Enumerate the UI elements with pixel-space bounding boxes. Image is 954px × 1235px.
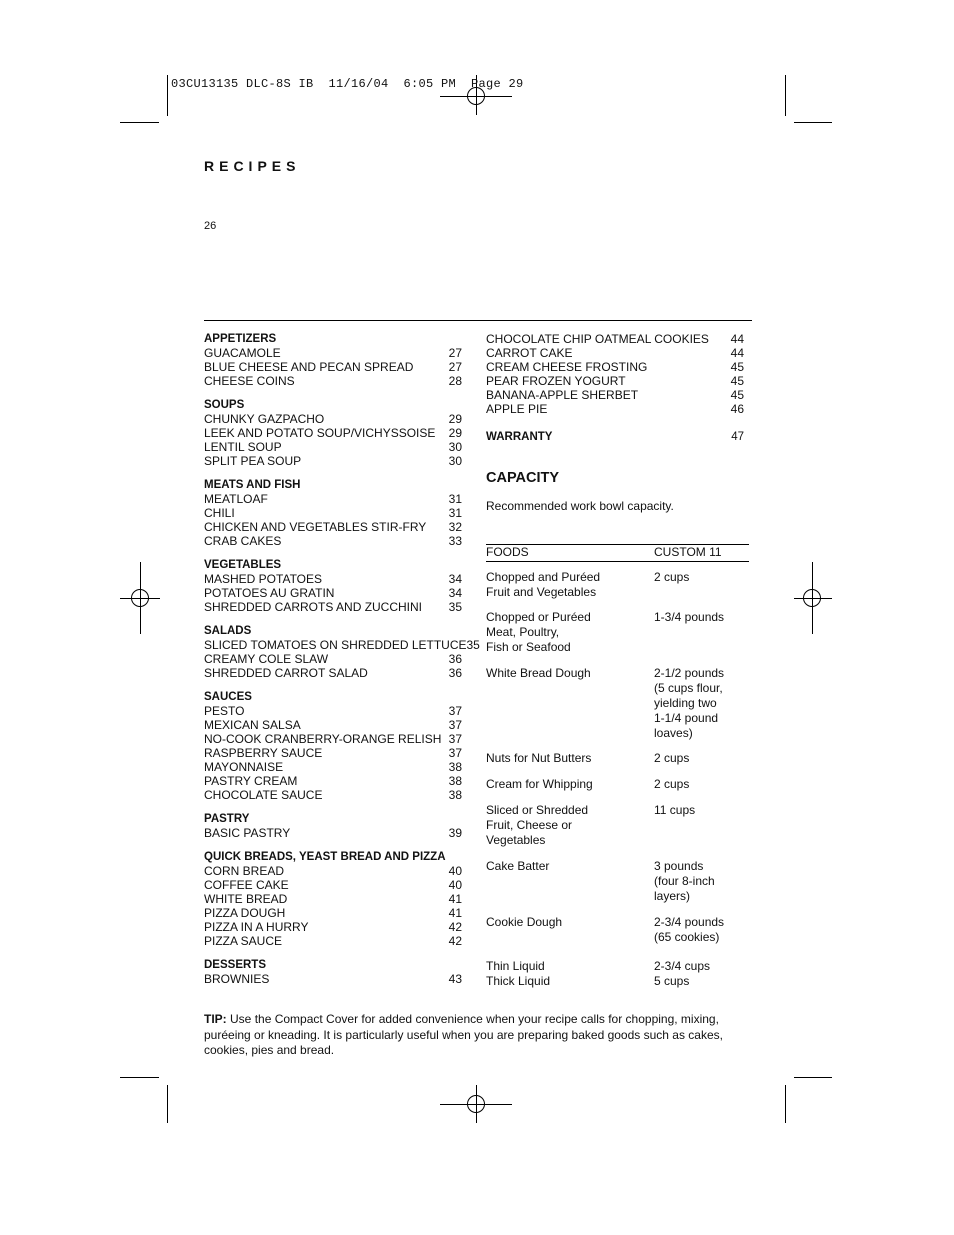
crop-mark: [794, 1077, 832, 1078]
capacity-subtitle: Recommended work bowl capacity.: [486, 499, 674, 513]
capacity-amount: [654, 777, 749, 792]
section-gap: [204, 680, 462, 690]
capacity-amount: [654, 915, 749, 945]
recipe-entry: [204, 892, 462, 906]
recipe-name: CRAB CAKES: [204, 534, 282, 548]
recipe-page: 42: [448, 920, 462, 934]
recipe-name: COFFEE CAKE: [204, 878, 289, 892]
amount-line: 2-3/4 pounds: [654, 915, 725, 929]
recipe-name: RASPBERRY SAUCE: [204, 746, 323, 760]
capacity-amount: [654, 803, 749, 848]
amount-line: 2 cups: [654, 570, 690, 584]
warranty-label: WARRANTY: [486, 431, 553, 443]
recipe-name: BLUE CHEESE AND PECAN SPREAD: [204, 360, 414, 374]
print-slug: 03CU13135 DLC-8S IB 11/16/04 6:05 PM Page 29: [171, 77, 524, 91]
section-title: RECIPES: [204, 158, 301, 174]
capacity-row: [486, 859, 749, 904]
recipe-page: 40: [448, 864, 462, 878]
recipe-name: WHITE BREAD: [204, 892, 288, 906]
recipe-entry: [204, 746, 462, 760]
capacity-row: [486, 959, 749, 989]
recipe-page: 28: [448, 374, 462, 388]
recipe-entry: [204, 864, 462, 878]
amount-line: 3 pounds: [654, 859, 704, 873]
recipe-name: CHICKEN AND VEGETABLES STIR-FRY: [204, 520, 427, 534]
recipe-name: BROWNIES: [204, 972, 270, 986]
recipe-name: BANANA-APPLE SHERBET: [486, 388, 639, 402]
capacity-food: [486, 915, 654, 945]
recipe-page: 34: [448, 586, 462, 600]
recipe-name: BASIC PASTRY: [204, 826, 291, 840]
category-heading: VEGETABLES: [204, 559, 282, 571]
recipe-name: MAYONNAISE: [204, 760, 284, 774]
recipe-name: GUACAMOLE: [204, 346, 281, 360]
recipe-index-right: [486, 332, 744, 444]
amount-line: loaves): [654, 726, 693, 740]
recipe-page: 38: [448, 788, 462, 802]
capacity-food: [486, 959, 654, 989]
recipe-entry: [204, 534, 462, 548]
recipe-name: PIZZA DOUGH: [204, 906, 286, 920]
recipe-entry: [204, 788, 462, 802]
amount-line: 2-3/4 cups: [654, 959, 711, 973]
recipe-entry: [204, 586, 462, 600]
recipe-name: PASTRY CREAM: [204, 774, 298, 788]
section-gap: [204, 802, 462, 812]
food-line: Fruit and Vegetables: [486, 585, 597, 599]
recipe-entry: [204, 920, 462, 934]
header-foods: FOODS: [486, 545, 529, 559]
food-line: White Bread Dough: [486, 666, 591, 680]
recipe-page: 27: [448, 346, 462, 360]
recipe-name: LENTIL SOUP: [204, 440, 282, 454]
food-line: Thick Liquid: [486, 974, 551, 988]
capacity-amount: [654, 751, 749, 766]
amount-line: layers): [654, 889, 691, 903]
page-number: 26: [204, 220, 217, 232]
food-line: Sliced or Shredded: [486, 803, 589, 817]
recipe-page: 45: [730, 388, 744, 402]
capacity-food: [486, 570, 654, 600]
recipe-name: NO-COOK CRANBERRY-ORANGE RELISH: [204, 732, 442, 746]
recipe-page: 29: [448, 412, 462, 426]
recipe-entry: [204, 666, 462, 680]
section-gap: [204, 548, 462, 558]
capacity-food: [486, 859, 654, 904]
recipe-page: 45: [730, 374, 744, 388]
food-line: Fruit, Cheese or: [486, 818, 573, 832]
capacity-row: [486, 751, 749, 766]
recipe-entry: [204, 934, 462, 948]
recipe-entry: [204, 704, 462, 718]
recipe-page: 32: [448, 520, 462, 534]
recipe-page: 44: [730, 332, 744, 346]
capacity-food: [486, 666, 654, 741]
recipe-index-left: [204, 332, 480, 986]
recipe-entry: [204, 360, 462, 374]
recipe-name: CREAMY COLE SLAW: [204, 652, 329, 666]
food-line: Cream for Whipping: [486, 777, 593, 791]
recipe-page: 37: [448, 704, 462, 718]
recipe-entry: [204, 440, 462, 454]
recipe-page: 29: [448, 426, 462, 440]
crop-mark: [785, 1085, 786, 1123]
capacity-row: [486, 803, 749, 848]
recipe-name: PESTO: [204, 704, 245, 718]
recipe-name: APPLE PIE: [486, 402, 548, 416]
amount-line: yielding two: [654, 696, 717, 710]
recipe-name: MEATLOAF: [204, 492, 268, 506]
recipe-entry: [204, 718, 462, 732]
amount-line: 1-3/4 pounds: [654, 610, 725, 624]
recipe-name: PEAR FROZEN YOGURT: [486, 374, 626, 388]
food-line: Meat, Poultry,: [486, 625, 560, 639]
divider: [204, 320, 752, 321]
amount-line: (5 cups flour,: [654, 681, 723, 695]
recipe-entry: [486, 374, 744, 388]
recipe-entry: [204, 520, 462, 534]
recipe-name: CHOCOLATE CHIP OATMEAL COOKIES: [486, 332, 709, 346]
recipe-entry: [486, 402, 744, 416]
category-heading: APPETIZERS: [204, 333, 277, 345]
crop-mark: [167, 1085, 168, 1123]
recipe-name: CHOCOLATE SAUCE: [204, 788, 323, 802]
registration-circle-icon: [803, 589, 821, 607]
capacity-row: [486, 915, 749, 945]
recipe-page: 35: [448, 600, 462, 614]
capacity-food: [486, 777, 654, 792]
recipe-entry: [204, 600, 462, 614]
recipe-page: 27: [448, 360, 462, 374]
recipe-entry: [204, 774, 462, 788]
tip-note: [204, 1012, 749, 1059]
capacity-amount: [654, 570, 749, 600]
recipe-name: CREAM CHEESE FROSTING: [486, 360, 648, 374]
recipe-name: LEEK AND POTATO SOUP/VICHYSSOISE: [204, 426, 436, 440]
recipe-page: 35: [466, 638, 480, 652]
amount-line: 2 cups: [654, 777, 690, 791]
recipe-page: 46: [730, 402, 744, 416]
section-gap: [204, 840, 462, 850]
recipe-entry: [204, 906, 462, 920]
food-line: Chopped or Puréed: [486, 610, 591, 624]
recipe-entry: [486, 346, 744, 360]
recipe-page: 43: [448, 972, 462, 986]
recipe-entry: [204, 826, 462, 840]
recipe-page: 39: [448, 826, 462, 840]
recipe-page: 30: [448, 440, 462, 454]
recipe-page: 41: [448, 906, 462, 920]
capacity-amount: [654, 666, 749, 741]
recipe-entry: [204, 972, 462, 986]
category-heading: MEATS AND FISH: [204, 479, 301, 491]
category-heading: QUICK BREADS, YEAST BREAD AND PIZZA: [204, 851, 446, 863]
recipe-name: PIZZA SAUCE: [204, 934, 283, 948]
recipe-page: 37: [448, 718, 462, 732]
recipe-entry: [204, 426, 462, 440]
food-line: Thin Liquid: [486, 959, 545, 973]
recipe-entry: [486, 388, 744, 402]
registration-circle-icon: [467, 1095, 485, 1113]
registration-circle-icon: [131, 589, 149, 607]
crop-mark: [120, 122, 159, 123]
recipe-page: 37: [448, 746, 462, 760]
recipe-name: POTATOES AU GRATIN: [204, 586, 335, 600]
crop-mark: [167, 75, 168, 116]
category-heading: PASTRY: [204, 813, 250, 825]
recipe-entry: [204, 652, 462, 666]
amount-line: (65 cookies): [654, 930, 720, 944]
amount-line: 11 cups: [654, 803, 696, 817]
recipe-entry: [204, 760, 462, 774]
recipe-page: 37: [448, 732, 462, 746]
recipe-page: 30: [448, 454, 462, 468]
recipe-entry: [486, 332, 744, 346]
crop-mark: [120, 1077, 159, 1078]
recipe-page: 42: [448, 934, 462, 948]
recipe-entry: [204, 454, 462, 468]
amount-line: 2-1/2 pounds: [654, 666, 725, 680]
recipe-page: 34: [448, 572, 462, 586]
capacity-table-header: [486, 544, 749, 562]
warranty-entry: [486, 430, 744, 444]
amount-line: 5 cups: [654, 974, 690, 988]
recipe-page: 33: [448, 534, 462, 548]
section-gap: [204, 468, 462, 478]
recipe-page: 45: [730, 360, 744, 374]
recipe-entry: [204, 346, 462, 360]
recipe-entry: [204, 492, 462, 506]
crop-mark: [794, 122, 832, 123]
recipe-page: 36: [448, 666, 462, 680]
recipe-page: 36: [448, 652, 462, 666]
tip-label: TIP:: [204, 1012, 227, 1026]
capacity-amount: [654, 610, 749, 655]
tip-text: Use the Compact Cover for added convenience when your recipe calls for chopping, mixing, puréeing or kneading. It is particularly useful when you are preparing baked goods such as cakes, cookies, pies and bread.: [204, 1012, 723, 1057]
capacity-row: [486, 570, 749, 600]
food-line: Nuts for Nut Butters: [486, 751, 592, 765]
recipe-page: 38: [448, 774, 462, 788]
recipe-entry: [486, 360, 744, 374]
section-gap: [486, 416, 744, 430]
recipe-entry: [204, 878, 462, 892]
food-line: Chopped and Puréed: [486, 570, 601, 584]
capacity-table: [486, 544, 749, 988]
capacity-food: [486, 751, 654, 766]
section-gap: [204, 948, 462, 958]
category-heading: SAUCES: [204, 691, 252, 703]
capacity-title: CAPACITY: [486, 470, 560, 486]
recipe-page: 31: [448, 506, 462, 520]
recipe-entry: [204, 412, 462, 426]
recipe-name: PIZZA IN A HURRY: [204, 920, 309, 934]
section-gap: [204, 388, 462, 398]
recipe-name: MASHED POTATOES: [204, 572, 323, 586]
recipe-name: SLICED TOMATOES ON SHREDDED LETTUCE: [204, 638, 467, 652]
amount-line: 2 cups: [654, 751, 690, 765]
food-line: Fish or Seafood: [486, 640, 571, 654]
recipe-name: CARROT CAKE: [486, 346, 573, 360]
capacity-food: [486, 803, 654, 848]
header-custom-11: CUSTOM 11: [654, 545, 722, 559]
crop-mark: [785, 75, 786, 116]
recipe-name: SHREDDED CARROT SALAD: [204, 666, 368, 680]
capacity-food: [486, 610, 654, 655]
food-line: Vegetables: [486, 833, 546, 847]
food-line: Cookie Dough: [486, 915, 563, 929]
recipe-name: CHUNKY GAZPACHO: [204, 412, 325, 426]
capacity-amount: [654, 959, 749, 989]
amount-line: 1-1/4 pound: [654, 711, 719, 725]
warranty-page: 47: [731, 431, 744, 443]
capacity-row: [486, 610, 749, 655]
recipe-entry: [204, 374, 462, 388]
recipe-entry: [204, 732, 462, 746]
recipe-name: MEXICAN SALSA: [204, 718, 301, 732]
recipe-page: 40: [448, 878, 462, 892]
recipe-name: CORN BREAD: [204, 864, 285, 878]
amount-line: (four 8-inch: [654, 874, 715, 888]
section-gap: [204, 614, 462, 624]
recipe-entry: [204, 506, 462, 520]
recipe-entry: [204, 638, 480, 652]
capacity-row: [486, 666, 749, 741]
category-heading: DESSERTS: [204, 959, 266, 971]
recipe-name: SPLIT PEA SOUP: [204, 454, 302, 468]
recipe-entry: [204, 572, 462, 586]
recipe-page: 38: [448, 760, 462, 774]
recipe-page: 31: [448, 492, 462, 506]
recipe-page: 41: [448, 892, 462, 906]
capacity-amount: [654, 859, 749, 904]
capacity-row: [486, 777, 749, 792]
recipe-name: SHREDDED CARROTS AND ZUCCHINI: [204, 600, 423, 614]
recipe-name: CHEESE COINS: [204, 374, 295, 388]
recipe-name: CHILI: [204, 506, 235, 520]
category-heading: SOUPS: [204, 399, 245, 411]
recipe-page: 44: [730, 346, 744, 360]
category-heading: SALADS: [204, 625, 252, 637]
food-line: Cake Batter: [486, 859, 550, 873]
